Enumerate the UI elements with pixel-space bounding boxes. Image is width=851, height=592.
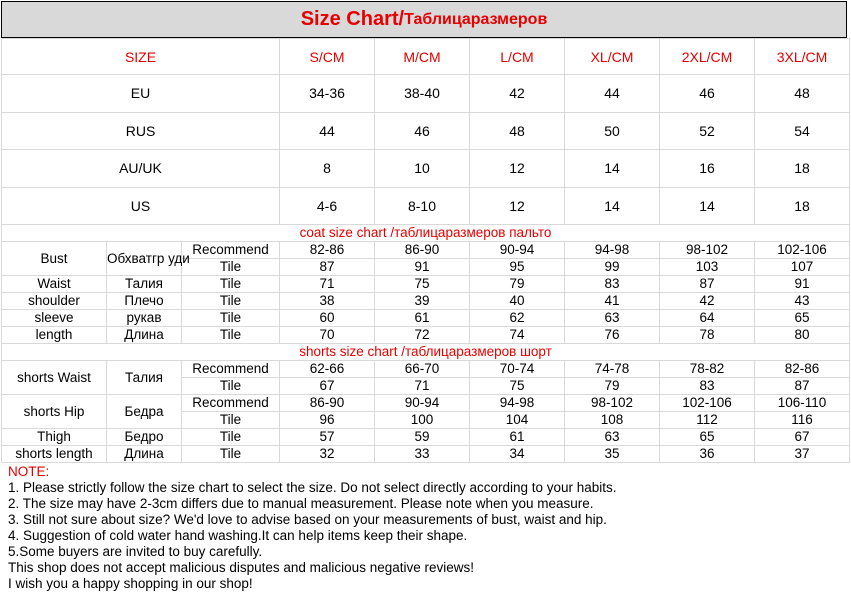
size-cell: 44 xyxy=(280,112,375,150)
size-header-row xyxy=(2,39,850,75)
value-cell: 76 xyxy=(565,327,660,344)
measure-label: shorts length xyxy=(2,446,107,463)
measure-label: Thigh xyxy=(2,429,107,446)
size-cell: 52 xyxy=(660,112,755,150)
shorts-hip-label-ru: Бедра xyxy=(107,395,182,429)
value-cell: 41 xyxy=(565,293,660,310)
value-cell: 98-102 xyxy=(565,395,660,412)
tile-label: Tile xyxy=(182,412,280,429)
value-cell: 96 xyxy=(280,412,375,429)
size-header-cell: SIZE xyxy=(2,39,280,75)
value-cell: 79 xyxy=(565,378,660,395)
measure-label-ru: Талия xyxy=(107,276,182,293)
note-line: 3. Still not sure about size? We'd love to advise based on your measurements of bust, waist and hip. xyxy=(8,512,607,527)
value-cell: 65 xyxy=(660,429,755,446)
shorts-section-title-row xyxy=(2,344,850,361)
recommend-label: Recommend xyxy=(182,242,280,259)
value-cell: 74-78 xyxy=(565,361,660,378)
value-cell: 75 xyxy=(375,276,470,293)
value-cell: 62 xyxy=(470,310,565,327)
value-cell: 80 xyxy=(755,327,850,344)
measure-row xyxy=(2,446,850,463)
value-cell: 95 xyxy=(470,259,565,276)
value-cell: 33 xyxy=(375,446,470,463)
value-cell: 86-90 xyxy=(280,395,375,412)
value-cell: 82-86 xyxy=(755,361,850,378)
value-cell: 94-98 xyxy=(470,395,565,412)
value-cell: 61 xyxy=(470,429,565,446)
value-cell: 38 xyxy=(280,293,375,310)
value-cell: 66-70 xyxy=(375,361,470,378)
value-cell: 103 xyxy=(660,259,755,276)
value-cell: 78 xyxy=(660,327,755,344)
tile-label: Tile xyxy=(182,293,280,310)
size-row xyxy=(2,150,850,188)
value-cell: 104 xyxy=(470,412,565,429)
coat-section-title: coat size chart /таблицаразмеров пальто xyxy=(2,225,850,242)
size-cell: US xyxy=(2,187,280,225)
value-cell: 36 xyxy=(660,446,755,463)
size-row xyxy=(2,75,850,113)
value-cell: 39 xyxy=(375,293,470,310)
size-cell: RUS xyxy=(2,112,280,150)
value-cell: 106-110 xyxy=(755,395,850,412)
tile-label: Tile xyxy=(182,259,280,276)
title-main: Size Chart/ xyxy=(300,8,405,30)
value-cell: 82-86 xyxy=(280,242,375,259)
value-cell: 86-90 xyxy=(375,242,470,259)
size-cell: 8 xyxy=(280,150,375,188)
size-cell: 54 xyxy=(755,112,850,150)
coat-section-title-row xyxy=(2,225,850,242)
measure-label: length xyxy=(2,327,107,344)
recommend-label: Recommend xyxy=(182,361,280,378)
value-cell: 90-94 xyxy=(375,395,470,412)
value-cell: 91 xyxy=(755,276,850,293)
note-line: 2. The size may have 2-3cm differs due to manual measurement. Please note when you measure. xyxy=(8,496,594,511)
value-cell: 90-94 xyxy=(470,242,565,259)
size-cell: 12 xyxy=(470,187,565,225)
tile-label: Tile xyxy=(182,276,280,293)
note-line: I wish you a happy shopping in our shop! xyxy=(8,576,253,591)
value-cell: 63 xyxy=(565,310,660,327)
shorts-waist-label-ru: Талия xyxy=(107,361,182,395)
value-cell: 72 xyxy=(375,327,470,344)
value-cell: 102-106 xyxy=(755,242,850,259)
value-cell: 43 xyxy=(755,293,850,310)
shorts-hip-recommend-row xyxy=(2,395,850,412)
value-cell: 94-98 xyxy=(565,242,660,259)
tile-label: Tile xyxy=(182,378,280,395)
value-cell: 98-102 xyxy=(660,242,755,259)
note-line: 4. Suggestion of cold water hand washing.It can help items keep their shape. xyxy=(8,528,468,543)
note-line: This shop does not accept malicious disputes and malicious negative reviews! xyxy=(8,560,474,575)
value-cell: 61 xyxy=(375,310,470,327)
bust-label-ru: Обхватгр уди xyxy=(107,242,182,276)
measurement-table xyxy=(1,224,850,463)
size-cell: 18 xyxy=(755,187,850,225)
note-heading: NOTE: xyxy=(8,464,50,479)
tile-label: Tile xyxy=(182,446,280,463)
size-cell: 14 xyxy=(565,187,660,225)
size-cell: 48 xyxy=(755,75,850,113)
value-cell: 78-82 xyxy=(660,361,755,378)
size-conversion-table xyxy=(1,38,850,225)
shorts-waist-label: shorts Waist xyxy=(2,361,107,395)
measure-row xyxy=(2,293,850,310)
measure-label-ru: Бедро xyxy=(107,429,182,446)
value-cell: 42 xyxy=(660,293,755,310)
value-cell: 79 xyxy=(470,276,565,293)
value-cell: 83 xyxy=(565,276,660,293)
size-cell: 38-40 xyxy=(375,75,470,113)
size-header-cell: XL/CM xyxy=(565,39,660,75)
value-cell: 107 xyxy=(755,259,850,276)
size-cell: 14 xyxy=(660,187,755,225)
value-cell: 57 xyxy=(280,429,375,446)
bust-label: Bust xyxy=(2,242,107,276)
value-cell: 67 xyxy=(755,429,850,446)
shorts-hip-label: shorts Hip xyxy=(2,395,107,429)
size-header-cell: L/CM xyxy=(470,39,565,75)
tile-label: Tile xyxy=(182,327,280,344)
size-cell: 4-6 xyxy=(280,187,375,225)
value-cell: 87 xyxy=(660,276,755,293)
value-cell: 74 xyxy=(470,327,565,344)
size-cell: EU xyxy=(2,75,280,113)
size-cell: 8-10 xyxy=(375,187,470,225)
size-header-cell: M/CM xyxy=(375,39,470,75)
measure-label: sleeve xyxy=(2,310,107,327)
measure-row xyxy=(2,327,850,344)
value-cell: 71 xyxy=(280,276,375,293)
value-cell: 40 xyxy=(470,293,565,310)
size-cell: 48 xyxy=(470,112,565,150)
measure-label-ru: Длина xyxy=(107,446,182,463)
size-cell: 12 xyxy=(470,150,565,188)
title-sub: Таблицаразмеров xyxy=(404,10,548,28)
value-cell: 67 xyxy=(280,378,375,395)
size-cell: 42 xyxy=(470,75,565,113)
size-cell: 44 xyxy=(565,75,660,113)
measure-label-ru: Длина xyxy=(107,327,182,344)
measure-label-ru: рукав xyxy=(107,310,182,327)
value-cell: 32 xyxy=(280,446,375,463)
size-cell: 34-36 xyxy=(280,75,375,113)
value-cell: 87 xyxy=(280,259,375,276)
measure-label: shoulder xyxy=(2,293,107,310)
value-cell: 75 xyxy=(470,378,565,395)
measure-label: Waist xyxy=(2,276,107,293)
measure-label-ru: Плечо xyxy=(107,293,182,310)
size-cell: 46 xyxy=(660,75,755,113)
note-line: 1. Please strictly follow the size chart to select the size. Do not select directly according to your habits. xyxy=(8,480,617,495)
size-cell: 18 xyxy=(755,150,850,188)
size-cell: 50 xyxy=(565,112,660,150)
value-cell: 102-106 xyxy=(660,395,755,412)
value-cell: 59 xyxy=(375,429,470,446)
measure-row xyxy=(2,276,850,293)
shorts-section-title: shorts size chart /таблицаразмеров шорт xyxy=(2,344,850,361)
size-cell: 14 xyxy=(565,150,660,188)
measure-row xyxy=(2,429,850,446)
value-cell: 65 xyxy=(755,310,850,327)
value-cell: 63 xyxy=(565,429,660,446)
value-cell: 99 xyxy=(565,259,660,276)
value-cell: 37 xyxy=(755,446,850,463)
value-cell: 62-66 xyxy=(280,361,375,378)
size-cell: 10 xyxy=(375,150,470,188)
size-header-cell: 3XL/CM xyxy=(755,39,850,75)
value-cell: 60 xyxy=(280,310,375,327)
value-cell: 34 xyxy=(470,446,565,463)
value-cell: 70-74 xyxy=(470,361,565,378)
value-cell: 83 xyxy=(660,378,755,395)
shorts-waist-recommend-row xyxy=(2,361,850,378)
value-cell: 70 xyxy=(280,327,375,344)
size-header-cell: S/CM xyxy=(280,39,375,75)
tile-label: Tile xyxy=(182,429,280,446)
size-row xyxy=(2,112,850,150)
value-cell: 35 xyxy=(565,446,660,463)
bust-recommend-row xyxy=(2,242,850,259)
value-cell: 64 xyxy=(660,310,755,327)
value-cell: 116 xyxy=(755,412,850,429)
note-line: 5.Some buyers are invited to buy carefully. xyxy=(8,544,263,559)
value-cell: 71 xyxy=(375,378,470,395)
notes xyxy=(8,464,617,592)
measure-row xyxy=(2,310,850,327)
size-row xyxy=(2,187,850,225)
value-cell: 91 xyxy=(375,259,470,276)
value-cell: 112 xyxy=(660,412,755,429)
value-cell: 108 xyxy=(565,412,660,429)
value-cell: 100 xyxy=(375,412,470,429)
size-cell: AU/UK xyxy=(2,150,280,188)
title-bar xyxy=(1,1,847,38)
value-cell: 87 xyxy=(755,378,850,395)
size-cell: 16 xyxy=(660,150,755,188)
size-header-cell: 2XL/CM xyxy=(660,39,755,75)
size-cell: 46 xyxy=(375,112,470,150)
recommend-label: Recommend xyxy=(182,395,280,412)
tile-label: Tile xyxy=(182,310,280,327)
